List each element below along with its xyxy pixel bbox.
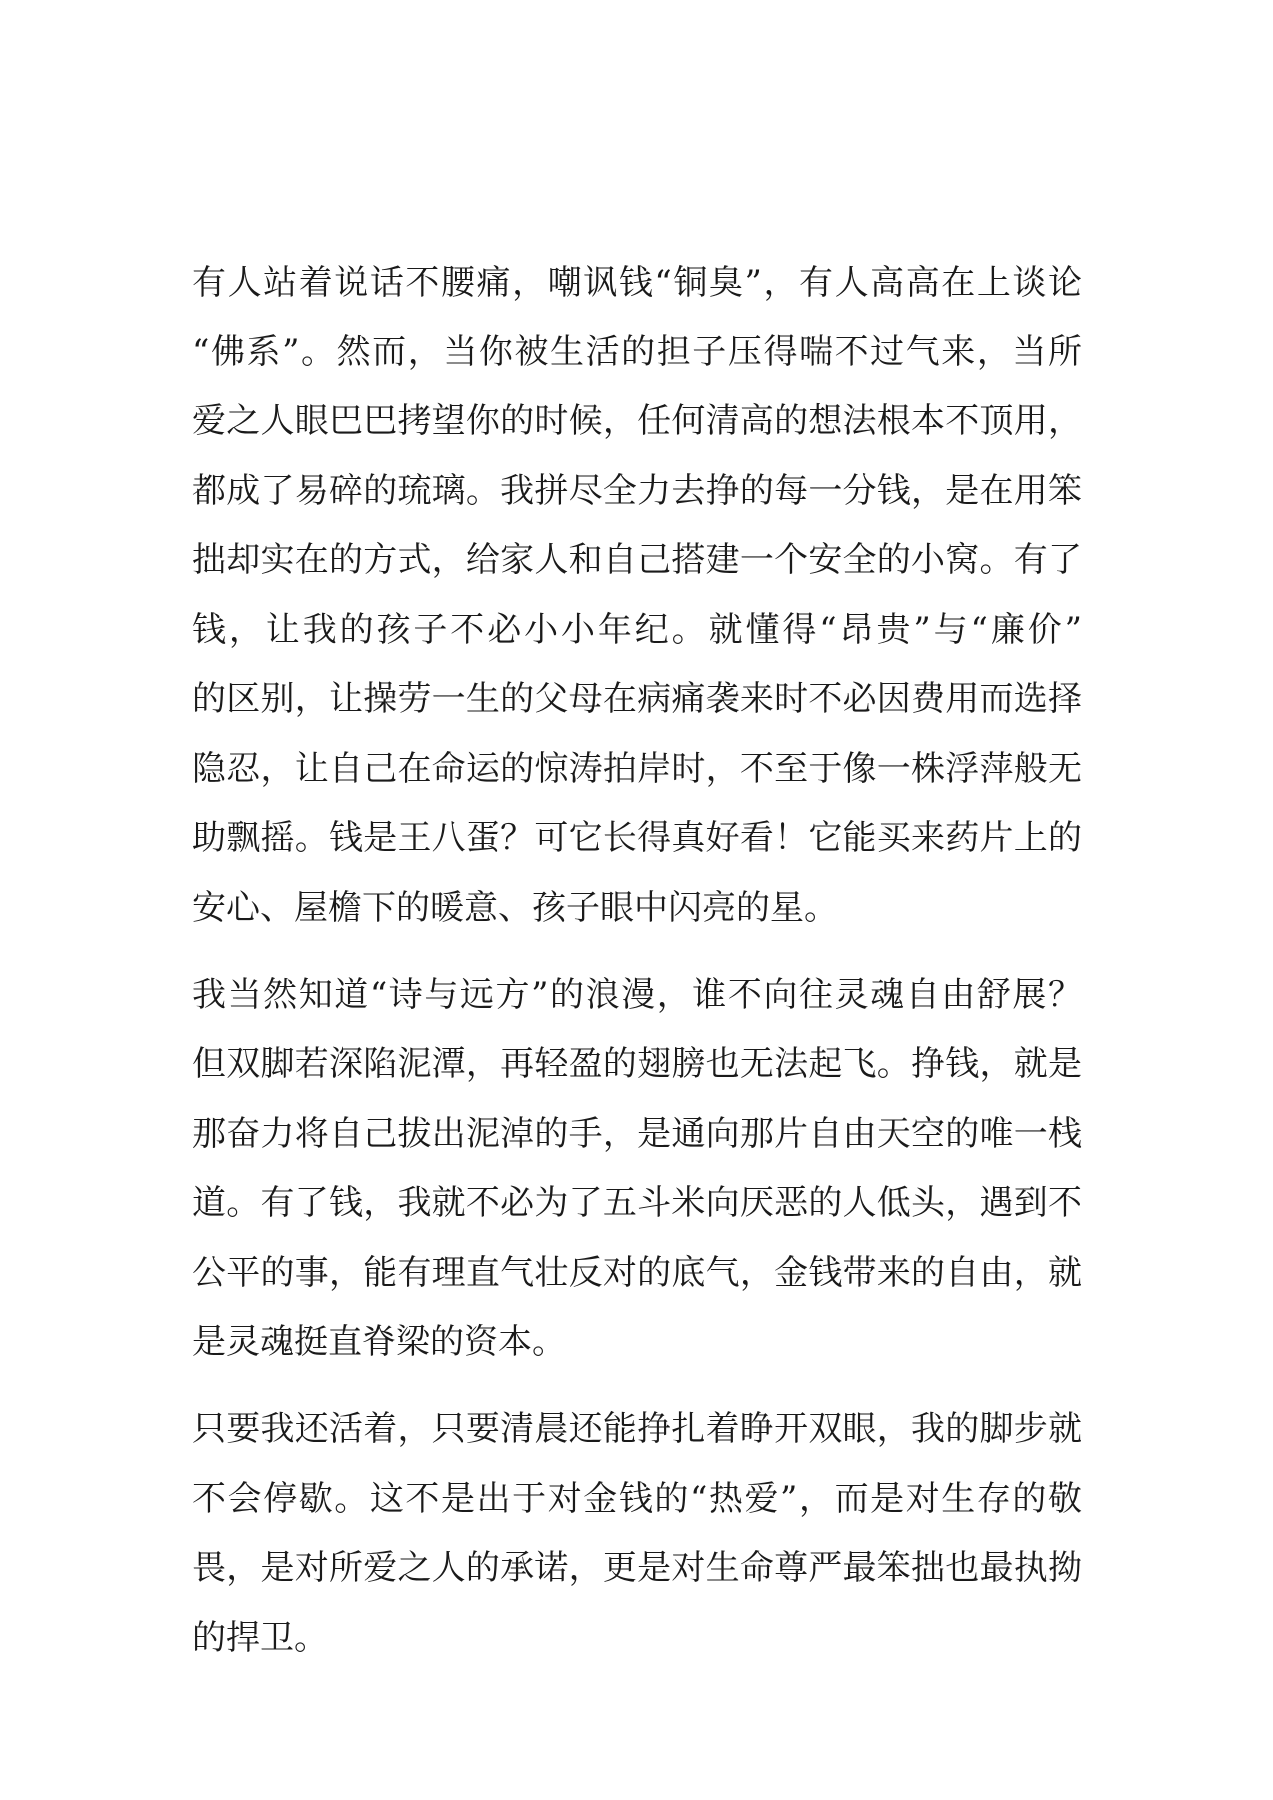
paragraph-line: “佛系”。然而，当你被生活的担子压得喘不过气来，当所 xyxy=(192,332,1082,372)
paragraph-line: 畏，是对所爱之人的承诺，更是对生命尊严最笨拙也最执拗 xyxy=(192,1548,1082,1588)
paragraph-line: 钱，让我的孩子不必小小年纪。就懂得“昂贵”与“廉价” xyxy=(192,610,1082,650)
paragraph-line: 那奋力将自己拔出泥淖的手，是通向那片自由天空的唯一栈 xyxy=(192,1114,1082,1154)
paragraph-line: 是灵魂挺直脊梁的资本。 xyxy=(192,1322,566,1362)
paragraph-line: 爱之人眼巴巴拷望你的时候，任何清高的想法根本不顶用， xyxy=(192,401,1082,441)
paragraph-line: 我当然知道“诗与远方”的浪漫，谁不向往灵魂自由舒展？ xyxy=(192,975,1082,1015)
paragraph-line: 的区别，让操劳一生的父母在病痛袭来时不必因费用而选择 xyxy=(192,679,1082,719)
paragraph-line: 有人站着说话不腰痛，嘲讽钱“铜臭”，有人高高在上谈论 xyxy=(192,263,1082,303)
paragraph-line: 但双脚若深陷泥潭，再轻盈的翅膀也无法起飞。挣钱，就是 xyxy=(192,1044,1082,1084)
paragraph-line: 的捍卫。 xyxy=(192,1618,328,1658)
paragraph-line: 道。有了钱，我就不必为了五斗米向厌恶的人低头，遇到不 xyxy=(192,1183,1082,1223)
paragraph-line: 只要我还活着，只要清晨还能挣扎着睁开双眼，我的脚步就 xyxy=(192,1409,1082,1449)
paragraph-line: 不会停歇。这不是出于对金钱的“热爱”，而是对生存的敬 xyxy=(192,1479,1082,1519)
paragraph-line: 安心、屋檐下的暖意、孩子眼中闪亮的星。 xyxy=(192,888,838,928)
paragraph-line: 公平的事，能有理直气壮反对的底气，金钱带来的自由，就 xyxy=(192,1253,1082,1293)
paragraph-line: 都成了易碎的琉璃。我拼尽全力去挣的每一分钱，是在用笨 xyxy=(192,471,1082,511)
paragraph-line: 拙却实在的方式，给家人和自己搭建一个安全的小窝。有了 xyxy=(192,540,1082,580)
paragraph-line: 隐忍，让自己在命运的惊涛拍岸时，不至于像一株浮萍般无 xyxy=(192,749,1082,789)
paragraph-line: 助飘摇。钱是王八蛋？可它长得真好看！它能买来药片上的 xyxy=(192,818,1082,858)
